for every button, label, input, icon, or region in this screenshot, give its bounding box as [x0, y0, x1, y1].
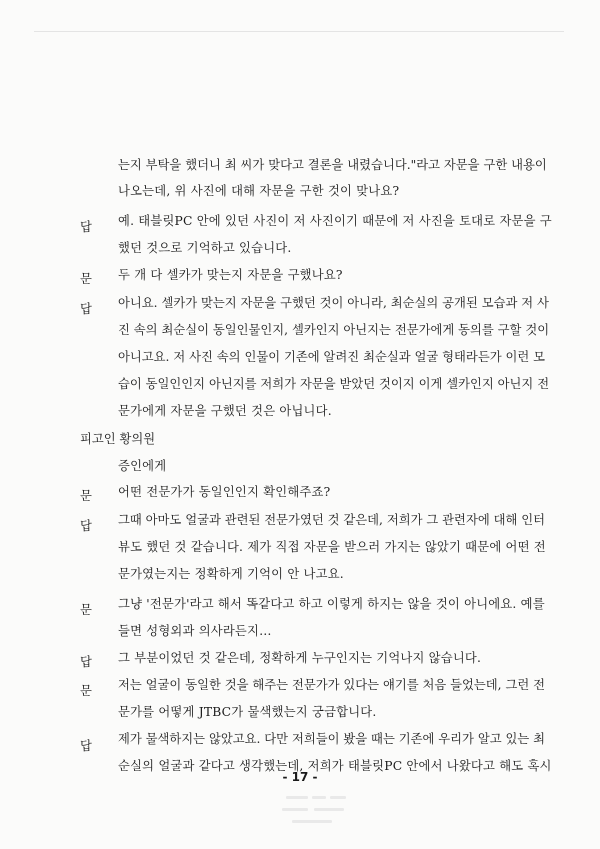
body-line: 두 개 다 셀카가 맞는지 자문을 구했나요?	[118, 268, 343, 282]
speaker-label-question: 문	[80, 272, 92, 286]
body-line: 그 부분이었던 것 같은데, 정확하게 누구인지는 기억나지 않습니다.	[118, 651, 482, 665]
body-line: 제가 물색하지는 않았고요. 다만 저희들이 봤을 때는 기존에 우리가 알고 있는 최	[118, 732, 546, 746]
speaker-label-question: 문	[80, 489, 92, 503]
speaker-label-question: 문	[80, 603, 92, 617]
speaker-label-answer: 답	[80, 739, 92, 753]
speaker-label-answer: 답	[80, 220, 92, 234]
body-line: 습이 동일인인지 아닌지를 저희가 자문을 받았던 것이지 이게 셀카인지 아닌지 전	[118, 377, 550, 391]
body-line: 문가를 어떻게 JTBC가 물색했는지 궁금합니다.	[118, 705, 377, 719]
section-speaker-header: 피고인 황의원	[80, 432, 156, 446]
body-line: 뷰도 했던 것 같습니다. 제가 직접 자문을 받으러 가지는 않았기 때문에 어떤 전	[118, 540, 546, 554]
body-line: 진 속의 최순실이 동일인물인지, 셀카인지 아닌지는 전문가에게 동의를 구할 것이	[118, 323, 550, 337]
scan-top-edge	[34, 31, 564, 32]
speaker-label-answer: 답	[80, 302, 92, 316]
body-line: 들면 성형외과 의사라든지…	[118, 624, 272, 638]
speaker-label-question: 문	[80, 684, 92, 698]
body-line: 순실의 얼굴과 같다고 생각했는데, 저희가 태블릿PC 안에서 나왔다고 해도 혹시	[118, 759, 552, 773]
body-line: 했던 것으로 기억하고 있습니다.	[118, 241, 292, 255]
faint-stamp-mark	[282, 790, 352, 828]
body-line: 아니요. 셀카가 맞는지 자문을 구했던 것이 아니라, 최순실의 공개된 모습과 저 사	[118, 296, 549, 310]
body-line: 문가였는지는 정확하게 기억이 안 나고요.	[118, 567, 344, 581]
speaker-label-answer: 답	[80, 655, 92, 669]
body-line: 그때 아마도 얼굴과 관련된 전문가였던 것 같은데, 저희가 그 관련자에 대해 인터	[118, 513, 546, 527]
body-line: 예. 태블릿PC 안에 있던 사진이 저 사진이기 때문에 저 사진을 토대로 자문을 구	[118, 214, 552, 228]
addressee-line: 증인에게	[118, 459, 167, 473]
speaker-label-answer: 답	[80, 519, 92, 533]
body-line: 어떤 전문가가 동일인인지 확인해주죠?	[118, 485, 331, 499]
body-line: 아니고요. 저 사진 속의 인물이 기존에 알려진 최순실과 얼굴 형태라든가 이런 모	[118, 350, 546, 364]
body-line: 는지 부탁을 했더니 최 씨가 맞다고 결론을 내렸습니다."라고 자문을 구한 내용이	[118, 158, 547, 172]
body-line: 나오는데, 위 사진에 대해 자문을 구한 것이 맞나요?	[118, 184, 400, 198]
body-line: 저는 얼굴이 동일한 것을 해주는 전문가가 있다는 얘기를 처음 들었는데, 그런 전	[118, 678, 546, 692]
page-number: - 17 -	[282, 770, 318, 784]
body-line: 문가에게 자문을 구했던 것은 아닙니다.	[118, 404, 332, 418]
body-line: 그냥 '전문가'라고 해서 똑같다고 하고 이렇게 하지는 않을 것이 아니에요. 예를	[118, 597, 545, 611]
